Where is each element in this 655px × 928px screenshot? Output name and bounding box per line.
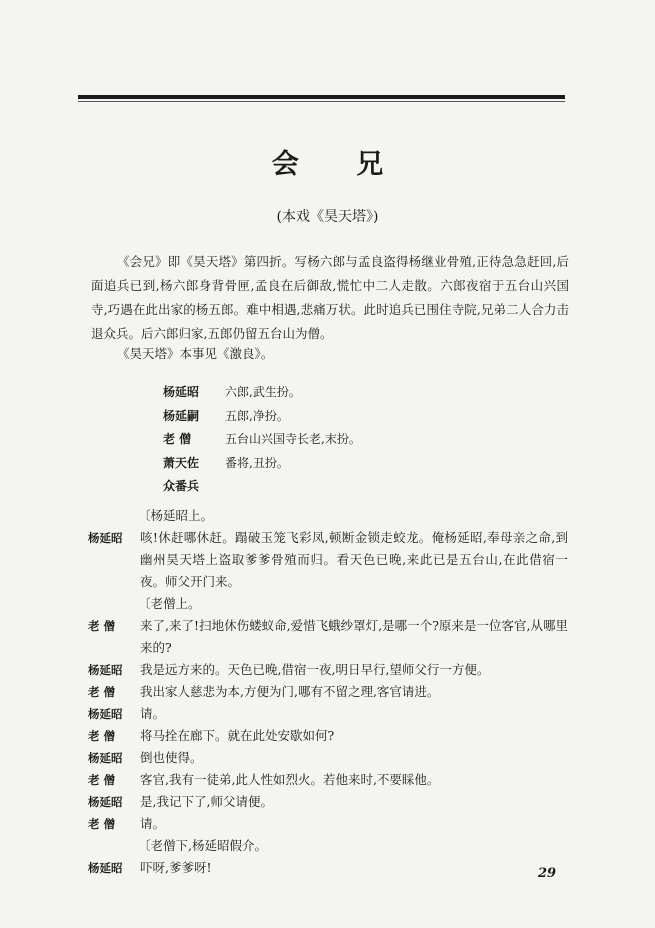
- speaker-name: 杨延昭: [88, 531, 123, 545]
- dialogue-line: [0, 813, 655, 835]
- cast-name: 杨延嗣: [163, 408, 200, 423]
- speech-text: 将马拴在廊下。就在此处安歇如何?: [140, 728, 335, 743]
- speaker-name: 老 僧: [88, 729, 116, 743]
- header-rule-thin: [78, 101, 565, 102]
- intro-source-note: 《昊天塔》本事见《激良》。: [117, 346, 274, 361]
- dialogue-line: [0, 857, 655, 879]
- speaker-name: 老 僧: [88, 773, 116, 787]
- dialogue-line: [0, 769, 655, 791]
- cast-row: [163, 427, 563, 451]
- cast-row: [163, 380, 563, 404]
- speech-text: 我出家人慈悲为本,方便为门,哪有不留之理,客官请进。: [140, 684, 440, 699]
- dialogue-line: [0, 681, 655, 703]
- speech-text: 客官,我有一徒弟,此人性如烈火。若他来时,不要睬他。: [140, 772, 440, 787]
- page-subtitle: (本戏《昊天塔》): [276, 209, 379, 225]
- cast-list: [163, 380, 563, 498]
- script-body: [0, 505, 655, 879]
- page-number: 29: [538, 866, 557, 881]
- dialogue-line: [0, 725, 655, 747]
- cast-name: 老 僧: [163, 432, 192, 447]
- speech-text: 倒也使得。: [140, 750, 203, 765]
- cast-desc: 番将,丑扮。: [225, 455, 289, 470]
- speech-text: 我是远方来的。天色已晚,借宿一夜,明日早行,望师父行一方便。: [140, 662, 490, 677]
- dialogue-line: [0, 791, 655, 813]
- speaker-name: 老 僧: [88, 817, 116, 831]
- stage-direction: 〔杨延昭上。: [138, 508, 214, 523]
- cast-name: 杨延昭: [163, 385, 200, 400]
- dialogue-line: [0, 615, 655, 659]
- speaker-name: 老 僧: [88, 685, 116, 699]
- cast-row: [163, 474, 563, 498]
- speaker-name: 杨延昭: [88, 751, 123, 765]
- speech-text: 是,我记下了,师父请便。: [140, 794, 273, 809]
- speaker-name: 杨延昭: [88, 707, 123, 721]
- cast-desc: 五台山兴国寺长老,末扮。: [225, 432, 361, 447]
- dialogue-line: [0, 747, 655, 769]
- dialogue-line: [0, 703, 655, 725]
- header-rule: [78, 95, 565, 99]
- cast-row: [163, 451, 563, 475]
- speech-text: 请。: [140, 816, 166, 831]
- cast-name: 萧天佐: [163, 455, 200, 470]
- speech-text: 来了,来了!扫地休伤蝼蚁命,爱惜飞蛾纱罩灯,是哪一个?原来是一位客官,从哪里来的?: [140, 618, 568, 655]
- speech-text: 请。: [140, 706, 166, 721]
- cast-desc: 五郎,净扮。: [225, 408, 289, 423]
- page-title: 会 兄: [271, 149, 408, 180]
- dialogue-line: [0, 527, 655, 593]
- speech-text: 吓呀,爹爹呀!: [140, 860, 212, 875]
- speaker-name: 杨延昭: [88, 861, 123, 875]
- cast-desc: 六郎,武生扮。: [225, 385, 301, 400]
- cast-name: 众番兵: [163, 479, 200, 494]
- speaker-name: 老 僧: [88, 619, 116, 633]
- dialogue-line: [0, 659, 655, 681]
- cast-row: [163, 404, 563, 428]
- speaker-name: 杨延昭: [88, 795, 123, 809]
- stage-direction: 〔老僧上。: [138, 596, 201, 611]
- stage-direction: 〔老僧下,杨延昭假介。: [138, 838, 267, 853]
- speech-text: 咳!休赶哪休赶。蹋破玉笼飞彩凤,顿断金锁走蛟龙。俺杨延昭,奉母亲之命,到幽州昊天塔上盗取爹爹骨殖而归。看天色已晚,来此已是五台山,在此借宿一夜。师父开门来。: [140, 530, 568, 589]
- intro-paragraph: 《会兄》即《昊天塔》第四折。写杨六郎与孟良盗得杨继业骨殖,正待急急赶回,后面追兵已到,杨六郎身背骨匣,孟良在后御敌,慌忙中二人走散。六郎夜宿于五台山兴国寺,巧遇在此出家的杨五郎。难中相遇,悲痛万状。此时追兵已围住寺院,兄弟二人合力击退众兵。后六郎归家,五郎仍留五台山为僧。: [91, 254, 569, 341]
- speaker-name: 杨延昭: [88, 663, 123, 677]
